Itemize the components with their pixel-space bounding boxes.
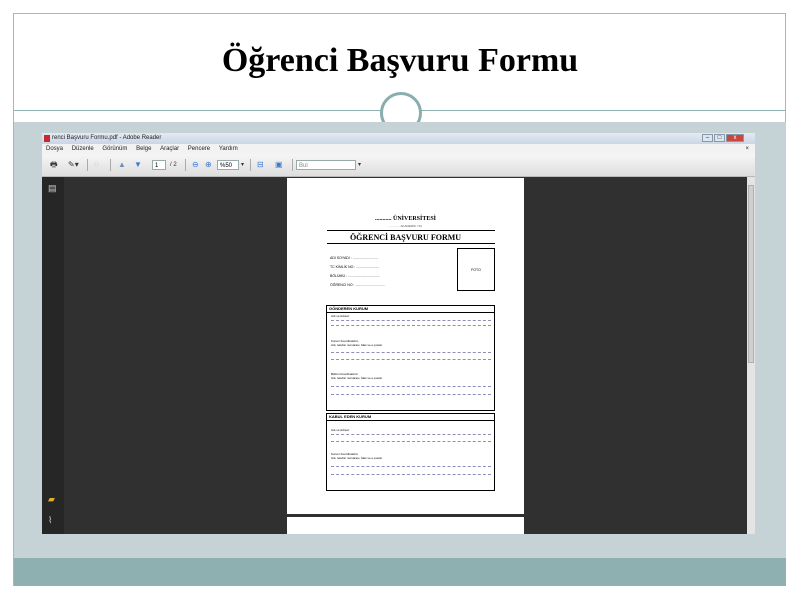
document-close-icon[interactable]: ×: [745, 146, 749, 152]
zoom-level-input[interactable]: %50: [217, 160, 239, 170]
form-line: [331, 359, 491, 360]
toolbar-separator: [292, 159, 293, 171]
receiving-label-coordinator: Kurum Koordinatörü Adı, telefon numarası, faks ve e-posta:: [331, 452, 383, 460]
form-line: [331, 394, 491, 395]
menu-pencere[interactable]: Pencere: [187, 146, 211, 152]
form-line: [331, 320, 491, 321]
window-title: renci Başvuru Formu.pdf - Adobe Reader: [52, 135, 162, 141]
slide-footer-bar: [14, 558, 786, 586]
field-name: ADI SOYADI : ..........................: [330, 256, 378, 260]
attachment-icon[interactable]: ⌇: [48, 515, 53, 525]
print-icon[interactable]: 🖶: [50, 160, 58, 169]
receiving-box-header: KABUL EDEN KURUM: [327, 414, 494, 421]
previous-page-icon[interactable]: ▲: [118, 160, 126, 169]
zoom-out-icon[interactable]: ⊖: [192, 160, 199, 169]
pdf-icon: [44, 135, 50, 142]
field-student-no: ÖĞRENCİ NO : ..............................: [330, 283, 385, 287]
close-icon[interactable]: x: [726, 134, 744, 142]
toolbar-separator: [110, 159, 111, 171]
pdf-page-2: [287, 517, 524, 534]
fit-page-icon[interactable]: ▣: [275, 160, 283, 169]
form-line: [331, 352, 491, 353]
university-heading: ........... ÜNİVERSİTESİ: [374, 216, 437, 222]
menu-dosya[interactable]: Dosya: [46, 146, 64, 152]
next-page-icon[interactable]: ▼: [134, 160, 142, 169]
menu-belge[interactable]: Belge: [136, 146, 152, 152]
pages-icon[interactable]: ▤: [48, 183, 57, 193]
navigation-panel: [42, 177, 64, 534]
share-icon[interactable]: ✎▾: [68, 160, 79, 169]
form-line: [331, 325, 491, 326]
toolbar: [42, 154, 755, 177]
form-rule: [327, 230, 495, 231]
zoom-in-icon[interactable]: ⊕: [205, 160, 212, 169]
page-number-input[interactable]: 1: [152, 160, 166, 170]
form-line: [331, 434, 491, 435]
window-titlebar: [42, 133, 755, 144]
page-total: / 2: [170, 162, 177, 168]
sending-box-header: GÖNDEREN KURUM: [327, 306, 494, 313]
slide-title: Öğrenci Başvuru Formu: [221, 42, 579, 79]
sending-institution-box: [326, 305, 495, 411]
find-input[interactable]: Bul: [296, 160, 356, 170]
receiving-institution-box: [326, 413, 495, 491]
sending-label-address: Adı ve Adresi:: [331, 314, 350, 318]
menu-duzenle[interactable]: Düzenle: [71, 146, 94, 152]
form-line: [331, 474, 491, 475]
comment-icon[interactable]: ◌: [94, 160, 99, 169]
photo-box: FOTO: [457, 248, 495, 291]
sending-label-coordinator: Kurum Koordinatörü, Adı, telefon numarası, faks ve e-posta:: [331, 339, 383, 347]
comments-icon[interactable]: ▰: [48, 494, 55, 504]
form-line: [331, 441, 491, 442]
minimize-icon[interactable]: –: [702, 134, 713, 142]
toolbar-separator: [250, 159, 251, 171]
menu-bar: [42, 144, 755, 154]
adobe-reader-window: [42, 133, 755, 534]
field-tc-no: TC KİMLİK NO : .......................: [330, 265, 379, 269]
sending-label-department-coordinator: Bölüm Koordinatörü Adı, telefon numarası, faks ve e-posta:: [331, 372, 383, 380]
scrollbar-thumb[interactable]: [748, 185, 754, 363]
toolbar-separator: [87, 159, 88, 171]
vertical-scrollbar[interactable]: [747, 177, 755, 534]
form-rule: [327, 243, 495, 244]
academic-year: ......-...... AKADEMİK YILI: [388, 224, 423, 228]
find-dropdown-icon[interactable]: ▾: [358, 162, 362, 168]
menu-araclar[interactable]: Araçlar: [160, 146, 180, 152]
fit-width-icon[interactable]: ⊟: [257, 160, 264, 169]
pdf-page: [287, 178, 524, 514]
form-line: [331, 386, 491, 387]
maximize-icon[interactable]: □: [714, 134, 725, 142]
zoom-dropdown-icon[interactable]: ▾: [241, 162, 245, 168]
toolbar-separator: [185, 159, 186, 171]
menu-gorunum[interactable]: Görünüm: [102, 146, 128, 152]
menu-yardim[interactable]: Yardım: [218, 146, 238, 152]
field-department: BÖLÜMÜ : .................................: [330, 274, 380, 278]
form-line: [331, 466, 491, 467]
receiving-label-address: Adı ve Adresi:: [331, 428, 350, 432]
form-title: ÖĞRENCİ BAŞVURU FORMU: [349, 233, 462, 242]
